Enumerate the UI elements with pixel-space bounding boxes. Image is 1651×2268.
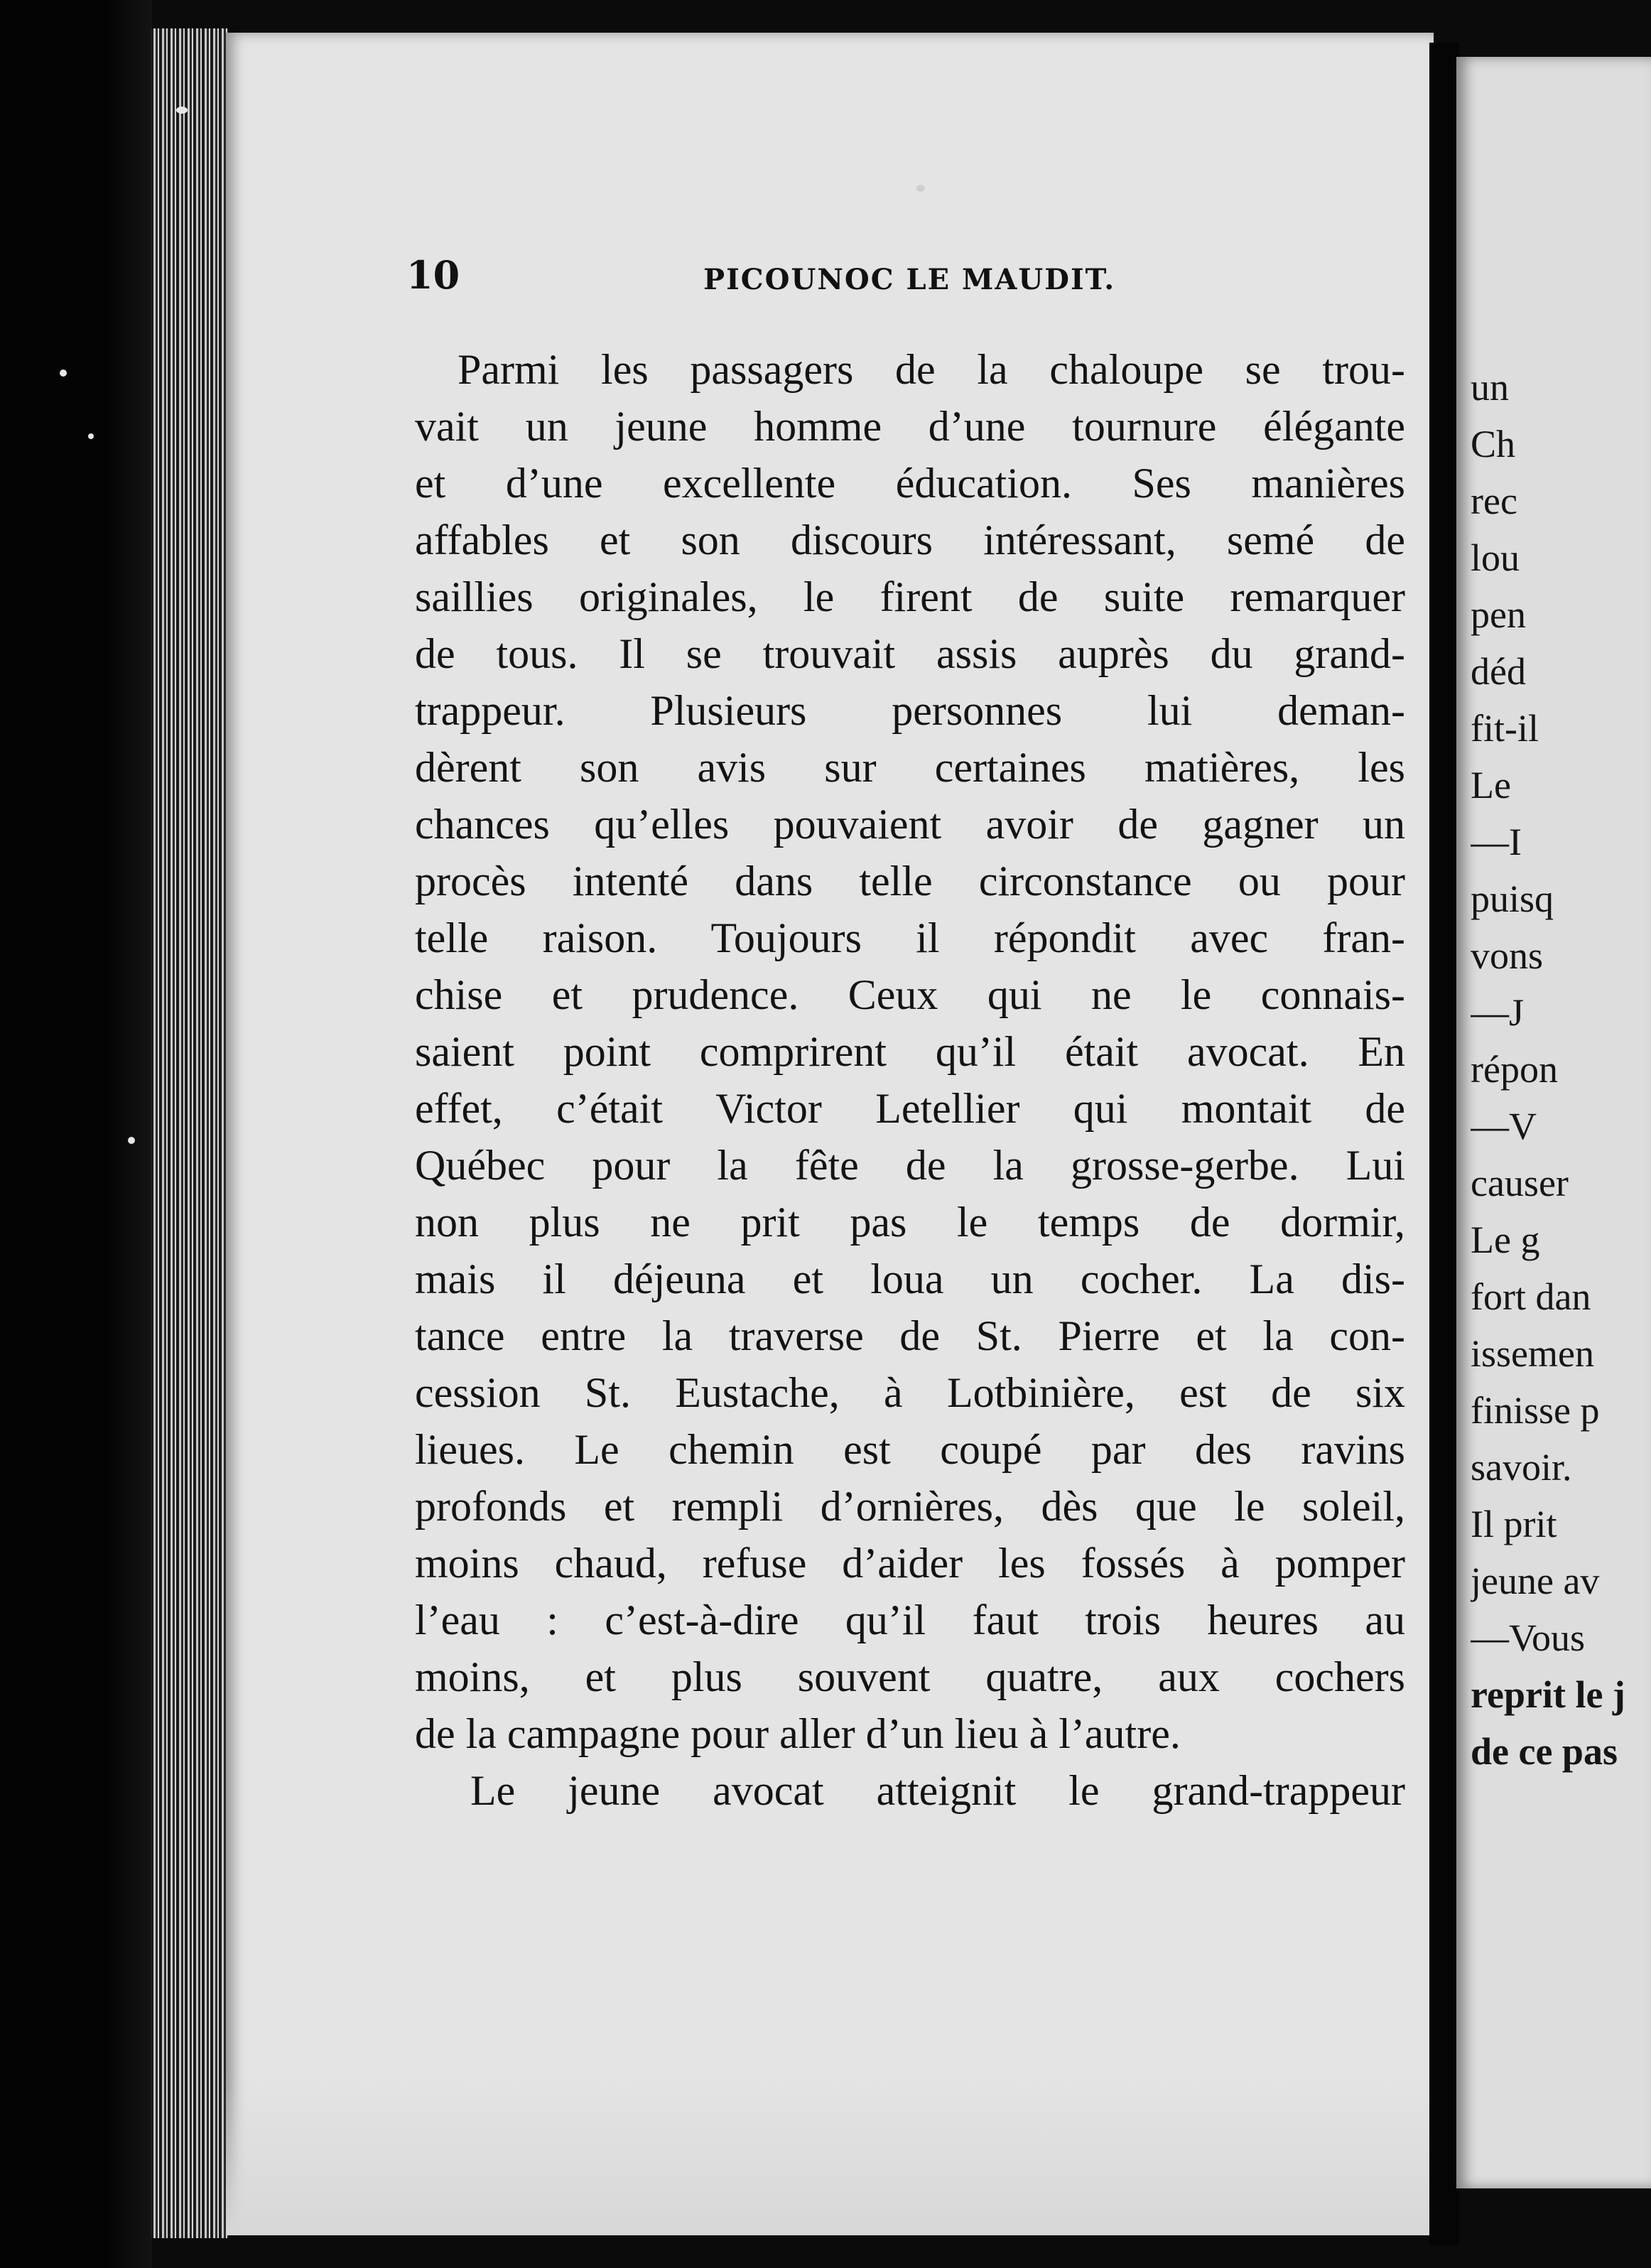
- page-edges: [151, 28, 229, 2238]
- dust-speck: [128, 1137, 135, 1144]
- text-line: chise et prudence. Ceux qui ne le connais-: [415, 971, 1405, 1018]
- right-text-line: jeune av: [1471, 1560, 1600, 1602]
- dust-speck: [916, 185, 925, 192]
- right-text-line: déd: [1471, 650, 1526, 693]
- right-text-line: rec: [1471, 480, 1517, 522]
- book-binding: [0, 0, 152, 2268]
- right-text-line: Il prit: [1471, 1503, 1557, 1545]
- text-line: saillies originales, le firent de suite remarquer: [415, 573, 1405, 620]
- right-text-line: issemen: [1471, 1332, 1594, 1375]
- text-line: affables et son discours intéressant, semé de: [415, 517, 1405, 563]
- right-text-line: Ch: [1471, 423, 1516, 465]
- text-line: profonds et rempli d’ornières, dès que le soleil,: [415, 1483, 1405, 1530]
- dust-speck: [60, 369, 67, 377]
- text-line: tance entre la traverse de St. Pierre et la con-: [415, 1312, 1405, 1359]
- text-line: dèrent son avis sur certaines matières, les: [415, 744, 1405, 791]
- right-text-line: finisse p: [1471, 1389, 1600, 1432]
- text-line: mais il déjeuna et loua un cocher. La dis-: [415, 1256, 1405, 1302]
- running-head: PICOUNOC LE MAUDIT.: [703, 263, 1116, 296]
- right-text-line: vons: [1471, 934, 1544, 977]
- text-line: effet, c’était Victor Letellier qui montait de: [415, 1085, 1405, 1132]
- text-line: non plus ne prit pas le temps de dormir,: [415, 1199, 1405, 1246]
- right-text-line: —I: [1471, 821, 1522, 863]
- page-bottom-shade: [226, 2075, 1434, 2235]
- dust-speck: [88, 433, 94, 439]
- text-line: et d’une excellente éducation. Ses manières: [415, 460, 1405, 507]
- text-line: de la campagne pour aller d’un lieu à l’autre.: [415, 1710, 1181, 1757]
- page-number: 10: [406, 252, 460, 298]
- right-page-text: [1471, 359, 1651, 1780]
- right-text-line: Le g: [1471, 1219, 1540, 1261]
- right-text-line: —J: [1471, 991, 1525, 1034]
- body-text: [415, 341, 1405, 1819]
- text-line: lieues. Le chemin est coupé par des ravins: [415, 1426, 1405, 1473]
- text-line: de tous. Il se trouvait assis auprès du grand-: [415, 630, 1405, 677]
- right-text-line: —Vous: [1471, 1616, 1586, 1659]
- text-line: Parmi les passagers de la chaloupe se trou-: [458, 346, 1405, 393]
- right-text-line: fit-il: [1471, 707, 1539, 750]
- text-line: trappeur. Plusieurs personnes lui deman-: [415, 687, 1405, 734]
- right-text-line: un: [1471, 366, 1509, 409]
- text-line: procès intenté dans telle circonstance ou pour: [415, 858, 1405, 904]
- right-text-line: de ce pas: [1471, 1730, 1618, 1773]
- text-line: cession St. Eustache, à Lotbinière, est de six: [415, 1369, 1405, 1416]
- text-line: Québec pour la fête de la grosse-gerbe. Lui: [415, 1142, 1405, 1189]
- text-line: saient point comprirent qu’il était avocat. En: [415, 1028, 1405, 1075]
- dust-speck: [176, 107, 188, 114]
- right-text-line: fort dan: [1471, 1275, 1591, 1318]
- text-line: telle raison. Toujours il répondit avec fran-: [415, 914, 1405, 961]
- right-text-line: —V: [1471, 1105, 1537, 1148]
- right-text-line: causer: [1471, 1162, 1569, 1204]
- right-text-line: Le: [1471, 764, 1511, 806]
- right-text-line: pen: [1471, 593, 1526, 636]
- right-text-line: lou: [1471, 536, 1520, 579]
- right-text-line: reprit le j: [1471, 1673, 1625, 1716]
- book-gutter: [1429, 43, 1459, 2245]
- right-text-line: savoir.: [1471, 1446, 1572, 1489]
- right-text-line: puisq: [1471, 878, 1554, 920]
- text-line: moins, et plus souvent quatre, aux cochers: [415, 1653, 1405, 1700]
- text-line: vait un jeune homme d’une tournure élégante: [415, 403, 1405, 450]
- right-text-line: répon: [1471, 1048, 1558, 1091]
- text-line: moins chaud, refuse d’aider les fossés à pomper: [415, 1540, 1405, 1587]
- text-line: Le jeune avocat atteignit le grand-trappeur: [470, 1767, 1405, 1814]
- text-line: l’eau : c’est-à-dire qu’il faut trois heures au: [415, 1597, 1405, 1643]
- text-line: chances qu’elles pouvaient avoir de gagner un: [415, 801, 1405, 848]
